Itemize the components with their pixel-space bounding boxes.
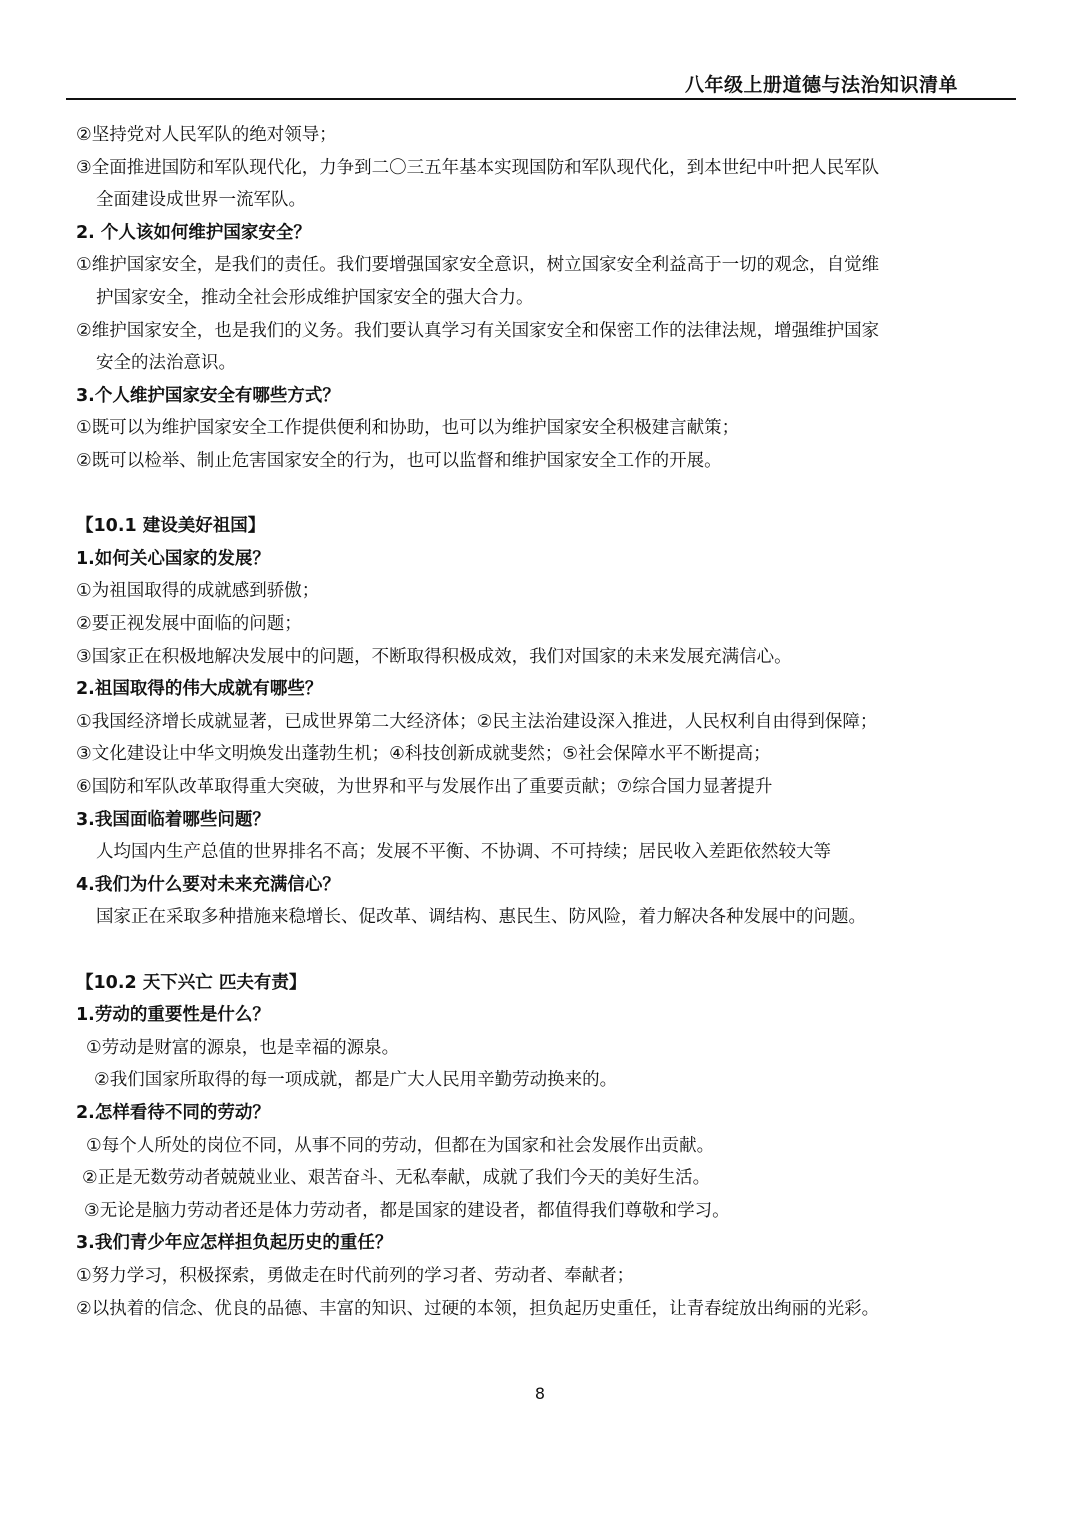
body-line: ②要正视发展中面临的问题； [76, 614, 302, 634]
section-heading: 【10.1 建设美好祖国】 [76, 516, 266, 537]
body-line: ③无论是脑力劳动者还是体力劳动者，都是国家的建设者，都值得我们尊敬和学习。 [84, 1200, 730, 1221]
body-line: ③国家正在积极地解决发展中的问题，不断取得积极成效，我们对国家的未来发展充满信心。 [76, 646, 792, 667]
section-heading: 【10.2 天下兴亡 匹夫有责】 [76, 972, 307, 993]
body-line: ②既可以检举、制止危害国家安全的行为，也可以监督和维护国家安全工作的开展。 [76, 451, 722, 471]
body-line: 安全的法治意识。 [96, 353, 236, 374]
body-line: ①为祖国取得的成就感到骄傲； [76, 581, 320, 602]
question-heading: 2.怎样看待不同的劳动？ [76, 1103, 270, 1123]
body-line: ①每个人所处的岗位不同，从事不同的劳动，但都在为国家和社会发展作出贡献。 [86, 1135, 715, 1156]
question-heading: 1.劳动的重要性是什么？ [76, 1005, 270, 1026]
body-line: 人均国内生产总值的世界排名不高；发展不平衡、不协调、不可持续；居民收入差距依然较大等 [96, 842, 831, 863]
document-title: 八年级上册道德与法治知识清单 [684, 74, 958, 96]
body-line: ①既可以为维护国家安全工作提供便利和协助，也可以为维护国家安全积极建言献策； [76, 418, 740, 439]
question-heading: 3.我国面临着哪些问题？ [76, 809, 270, 830]
body-line: ①我国经济增长成就显著，已成世界第二大经济体；②民主法治建设深入推进，人民权利自由得到保障； [76, 711, 878, 732]
body-line: ③文化建设让中华文明焕发出蓬勃生机；④科技创新成就斐然；⑤社会保障水平不断提高； [76, 744, 771, 765]
body-line: ①劳动是财富的源泉，也是幸福的源泉。 [86, 1037, 400, 1058]
body-line: ②坚持党对人民军队的绝对领导； [76, 125, 337, 145]
question-heading: 1.如何关心国家的发展？ [76, 548, 270, 569]
body-line: ①维护国家安全，是我们的责任。我们要增强国家安全意识，树立国家安全利益高于一切的观念，自觉维 [76, 255, 880, 276]
body-line: ②维护国家安全，也是我们的义务。我们要认真学习有关国家安全和保密工作的法律法规，增强维护国家 [76, 320, 880, 341]
question-heading: 2. 个人该如何维护国家安全？ [76, 222, 311, 243]
question-heading: 2.祖国取得的伟大成就有哪些？ [76, 679, 323, 700]
body-line: ①努力学习，积极探索，勇做走在时代前列的学习者、劳动者、奉献者； [76, 1266, 635, 1286]
header-divider [66, 98, 1016, 100]
body-line: 国家正在采取多种措施来稳增长、促改革、调结构、惠民生、防风险，着力解决各种发展中的问题。 [96, 907, 866, 928]
question-heading: 4.我们为什么要对未来充满信心？ [76, 874, 340, 895]
body-line: ⑥国防和军队改革取得重大突破，为世界和平与发展作出了重要贡献；⑦综合国力显著提升 [76, 777, 773, 797]
body-line: 全面建设成世界一流军队。 [96, 190, 306, 211]
question-heading: 3.我们青少年应怎样担负起历史的重任？ [76, 1233, 393, 1254]
body-line: ③全面推进国防和军队现代化，力争到二〇三五年基本实现国防和军队现代化，到本世纪中叶把人民军队 [76, 157, 880, 178]
page-number: 8 [534, 1384, 546, 1403]
question-heading: 3.个人维护国家安全有哪些方式？ [76, 385, 340, 406]
body-line: ②我们国家所取得的每一项成就，都是广大人民用辛勤劳动换来的。 [94, 1070, 618, 1091]
body-line: 护国家安全，推动全社会形成维护国家安全的强大合力。 [96, 288, 534, 308]
body-line: ②正是无数劳动者兢兢业业、艰苦奋斗、无私奉献，成就了我们今天的美好生活。 [82, 1168, 711, 1189]
body-line: ②以执着的信念、优良的品德、丰富的知识、过硬的本领，担负起历史重任，让青春绽放出绚丽的光彩。 [76, 1298, 880, 1319]
